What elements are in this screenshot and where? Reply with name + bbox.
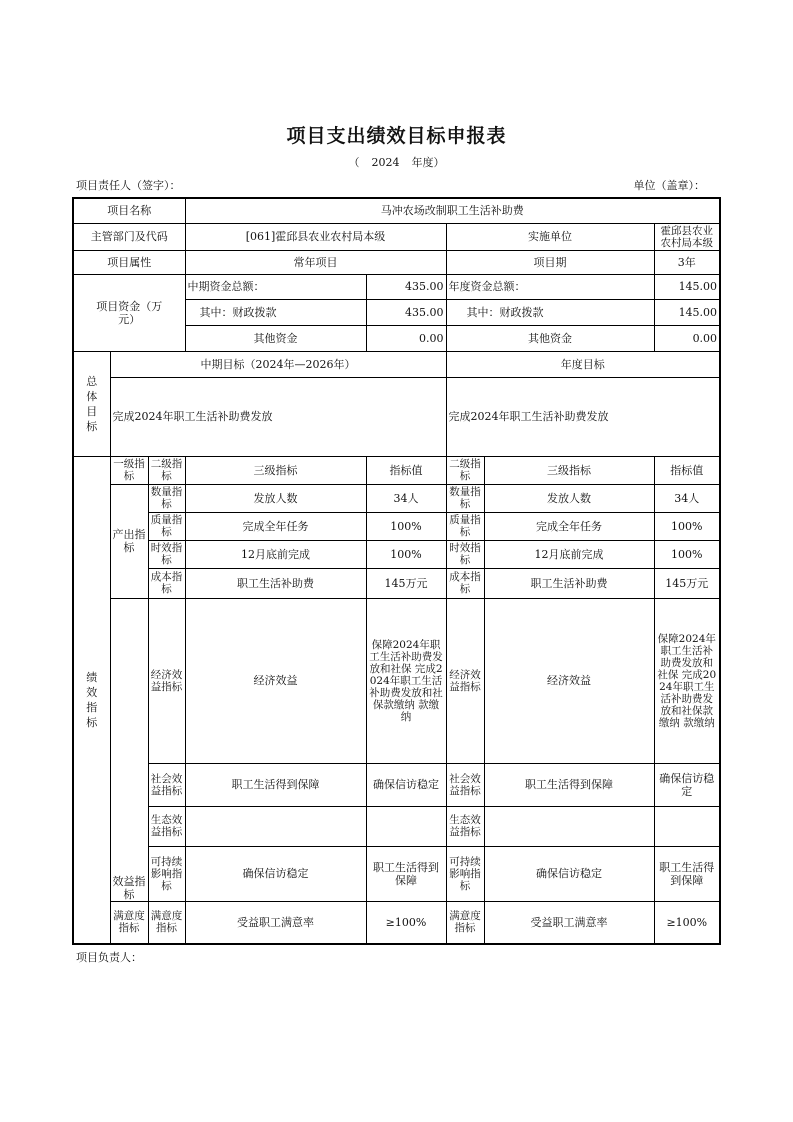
level2-indicator: 满意度指标 <box>148 901 185 944</box>
year-level2-indicator: 满意度指标 <box>446 901 484 944</box>
year-total-label: 年度资金总额： <box>446 274 654 299</box>
level2-indicator: 经济效益指标 <box>148 598 185 763</box>
perf-label: 绩效指标 <box>73 456 110 944</box>
table-row <box>73 540 720 568</box>
level2-indicator: 成本指标 <box>148 568 185 598</box>
attr-label: 项目属性 <box>73 250 185 274</box>
level2-indicator: 社会效益指标 <box>148 763 185 806</box>
year-level3-indicator <box>484 806 654 846</box>
row-perf-header <box>73 456 720 484</box>
level2-indicator: 质量指标 <box>148 512 185 540</box>
indicator-value: 100% <box>366 512 446 540</box>
row-goal-content <box>73 377 720 456</box>
goals-label: 总体目标 <box>73 351 110 456</box>
year-level2-indicator: 时效指标 <box>446 540 484 568</box>
indicator-value: ≥100% <box>366 901 446 944</box>
impl-value: 霍邱县农业农村局本级 <box>654 223 720 250</box>
level3-indicator: 受益职工满意率 <box>185 901 366 944</box>
satisfaction-label: 满意度指标 <box>110 901 148 944</box>
year-level3-indicator: 发放人数 <box>484 484 654 512</box>
table-row <box>73 901 720 944</box>
year-goal-header: 年度目标 <box>446 351 720 377</box>
year-level3-indicator: 完成全年任务 <box>484 512 654 540</box>
mid-goal-text: 完成2024年职工生活补助费发放 <box>110 377 446 456</box>
year-level2-indicator: 质量指标 <box>446 512 484 540</box>
level2-indicator: 数量指标 <box>148 484 185 512</box>
mid-goal-header: 中期目标（2024年—2026年） <box>110 351 446 377</box>
year-l2-header: 二级指标 <box>446 456 484 484</box>
year-indicator-value: 100% <box>654 512 720 540</box>
fund-label: 项目资金（万元） <box>73 274 185 351</box>
row-dept <box>73 223 720 250</box>
indicator-value: 保障2024年职工生活补助费发放和社保 完成2024年职工生活补助费发放和社保款缴纳 款缴纳 <box>366 598 446 763</box>
year-indicator-value: 34人 <box>654 484 720 512</box>
page-title: 项目支出绩效目标申报表 <box>286 125 507 147</box>
indicator-value: 34人 <box>366 484 446 512</box>
year-goal-text: 完成2024年职工生活补助费发放 <box>446 377 720 456</box>
year-indicator-value: 145万元 <box>654 568 720 598</box>
year-val-header: 指标值 <box>654 456 720 484</box>
year-indicator-value: 确保信访稳定 <box>654 763 720 806</box>
year-level3-indicator: 确保信访稳定 <box>484 846 654 901</box>
table-row <box>73 846 720 901</box>
row-goal-header <box>73 351 720 377</box>
year-indicator-value: 保障2024年职工生活补助费发放和社保 完成2024年职工生活补助费发放和社保款缴纳 款缴纳 <box>654 598 720 763</box>
dept-label: 主管部门及代码 <box>73 223 185 250</box>
year-value: 2024 <box>371 156 400 169</box>
unit-label: 单位（盖章）： <box>633 179 705 192</box>
year-l3-header: 三级指标 <box>484 456 654 484</box>
table-row <box>73 512 720 540</box>
year-level3-indicator: 经济效益 <box>484 598 654 763</box>
level3-indicator: 发放人数 <box>185 484 366 512</box>
mid-fiscal-label: 其中：财政拨款 <box>185 299 366 325</box>
row-name <box>73 198 720 223</box>
year-fiscal-value: 145.00 <box>654 299 720 325</box>
table-row <box>73 806 720 846</box>
mid-total-label: 中期资金总额： <box>185 274 366 299</box>
level3-indicator: 确保信访稳定 <box>185 846 366 901</box>
year-indicator-value: ≥100% <box>654 901 720 944</box>
level3-indicator: 完成全年任务 <box>185 512 366 540</box>
mid-fiscal-value: 435.00 <box>366 299 446 325</box>
name-value: 马冲农场改制职工生活补助费 <box>185 198 720 223</box>
indicator-value: 职工生活得到保障 <box>366 846 446 901</box>
year-level3-indicator: 12月底前完成 <box>484 540 654 568</box>
year-level3-indicator: 受益职工满意率 <box>484 901 654 944</box>
year-level3-indicator: 职工生活补助费 <box>484 568 654 598</box>
table-row <box>73 598 720 763</box>
level3-indicator: 职工生活补助费 <box>185 568 366 598</box>
year-level2-indicator: 可持续影响指标 <box>446 846 484 901</box>
year-level2-indicator: 经济效益指标 <box>446 598 484 763</box>
table-row <box>73 568 720 598</box>
year-label: 年度） <box>411 156 445 169</box>
level3-indicator: 职工生活得到保障 <box>185 763 366 806</box>
l3-header: 三级指标 <box>185 456 366 484</box>
year-level2-indicator: 社会效益指标 <box>446 763 484 806</box>
level2-indicator: 生态效益指标 <box>148 806 185 846</box>
row-fund-total <box>73 274 720 299</box>
year-level2-indicator: 成本指标 <box>446 568 484 598</box>
level3-indicator: 12月底前完成 <box>185 540 366 568</box>
table-row <box>73 763 720 806</box>
year-level2-indicator: 生态效益指标 <box>446 806 484 846</box>
year-other-value: 0.00 <box>654 325 720 351</box>
year-line <box>0 156 793 170</box>
indicator-value <box>366 806 446 846</box>
level2-indicator: 可持续影响指标 <box>148 846 185 901</box>
mid-total-value: 435.00 <box>366 274 446 299</box>
year-level2-indicator: 数量指标 <box>446 484 484 512</box>
name-label: 项目名称 <box>73 198 185 223</box>
footer-label: 项目负责人： <box>76 951 142 964</box>
year-indicator-value <box>654 806 720 846</box>
indicator-value: 确保信访稳定 <box>366 763 446 806</box>
row-attr <box>73 250 720 274</box>
val-header: 指标值 <box>366 456 446 484</box>
l2-header: 二级指标 <box>148 456 185 484</box>
l1-header: 一级指标 <box>110 456 148 484</box>
year-other-label: 其他资金 <box>446 325 654 351</box>
level3-indicator: 经济效益 <box>185 598 366 763</box>
level2-indicator: 时效指标 <box>148 540 185 568</box>
mid-other-value: 0.00 <box>366 325 446 351</box>
year-indicator-value: 100% <box>654 540 720 568</box>
year-fiscal-label: 其中：财政拨款 <box>446 299 654 325</box>
level3-indicator <box>185 806 366 846</box>
impl-label: 实施单位 <box>446 223 654 250</box>
period-label: 项目期 <box>446 250 654 274</box>
mid-other-label: 其他资金 <box>185 325 366 351</box>
performance-table <box>72 197 721 945</box>
indicator-value: 145万元 <box>366 568 446 598</box>
year-indicator-value: 职工生活得到保障 <box>654 846 720 901</box>
year-level3-indicator: 职工生活得到保障 <box>484 763 654 806</box>
attr-value: 常年项目 <box>185 250 446 274</box>
benefit-label: 效益指标 <box>110 598 148 901</box>
indicator-value: 100% <box>366 540 446 568</box>
form-body <box>72 197 719 965</box>
period-value: 3年 <box>654 250 720 274</box>
year-open: （ <box>348 156 360 169</box>
dept-value: [061]霍邱县农业农村局本级 <box>185 223 446 250</box>
output-label: 产出指标 <box>110 484 148 598</box>
year-total-value: 145.00 <box>654 274 720 299</box>
table-row <box>73 484 720 512</box>
signer-label: 项目责任人（签字）： <box>76 179 181 192</box>
